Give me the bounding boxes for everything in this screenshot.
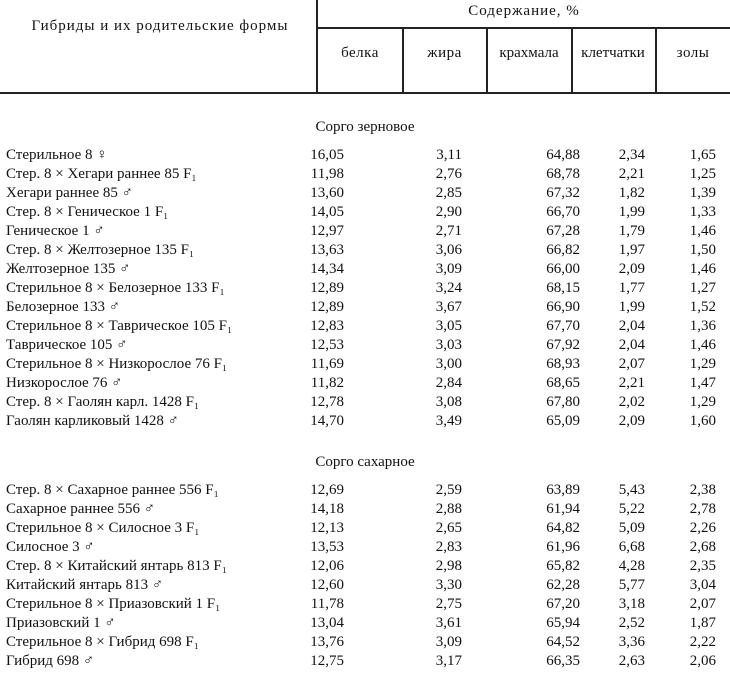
ash-value: 1,50 — [689, 242, 716, 258]
fat-value: 2,88 — [435, 501, 462, 517]
hybrid-name: Китайский янтарь 813 ♂ — [6, 577, 164, 593]
ash-value: 2,78 — [689, 501, 716, 517]
col-header-fiber: клетчатки — [581, 45, 645, 61]
hybrid-name: Стер. 8 × Геническое 1 F₁ — [6, 204, 169, 220]
starch-value: 67,92 — [546, 337, 580, 353]
starch-value: 68,78 — [546, 166, 580, 182]
fiber-value: 2,02 — [618, 394, 645, 410]
hybrid-name: Стер. 8 × Гаолян карл. 1428 F₁ — [6, 394, 200, 410]
table-row — [0, 576, 730, 595]
table-row — [0, 595, 730, 614]
ash-value: 1,27 — [689, 280, 716, 296]
fat-value: 3,49 — [435, 413, 462, 429]
fiber-value: 2,09 — [618, 413, 645, 429]
ash-value: 1,87 — [689, 615, 716, 631]
hybrid-name: Геническое 1 ♂ — [6, 223, 105, 239]
fiber-value: 2,04 — [618, 318, 645, 334]
fat-value: 2,76 — [435, 166, 462, 182]
protein-value: 13,76 — [310, 634, 344, 650]
starch-value: 66,00 — [546, 261, 580, 277]
hybrid-name: Гаолян карликовый 1428 ♂ — [6, 413, 179, 429]
fiber-value: 1,82 — [618, 185, 645, 201]
table-row — [0, 336, 730, 355]
fat-value: 3,00 — [435, 356, 462, 372]
section-title-grain: Сорго зерновое — [315, 119, 415, 135]
ash-value: 1,29 — [689, 394, 716, 410]
protein-value: 14,34 — [310, 261, 344, 277]
fiber-value: 2,04 — [618, 337, 645, 353]
content-group-header: Содержание, % — [468, 3, 580, 19]
protein-value: 12,53 — [310, 337, 344, 353]
starch-value: 64,52 — [546, 634, 580, 650]
starch-value: 66,90 — [546, 299, 580, 315]
table-row — [0, 652, 730, 671]
ash-value: 1,46 — [689, 337, 716, 353]
fiber-value: 5,22 — [618, 501, 645, 517]
hybrid-name: Белозерное 133 ♂ — [6, 299, 120, 315]
protein-value: 12,89 — [310, 280, 344, 296]
ash-value: 1,60 — [689, 413, 716, 429]
hybrid-name: Стер. 8 × Хегари раннее 85 F₁ — [6, 166, 197, 182]
header-bottom-rule — [0, 92, 730, 94]
ash-value: 2,22 — [689, 634, 716, 650]
hybrid-name: Силосное 3 ♂ — [6, 539, 95, 555]
table-row — [0, 538, 730, 557]
ash-value: 1,29 — [689, 356, 716, 372]
protein-value: 14,70 — [310, 413, 344, 429]
fiber-value: 2,34 — [618, 147, 645, 163]
table-row — [0, 393, 730, 412]
fiber-value: 3,18 — [618, 596, 645, 612]
ash-value: 1,52 — [689, 299, 716, 315]
protein-value: 16,05 — [310, 147, 344, 163]
first-column-header: Гибриды и их родительские формы — [31, 18, 289, 34]
starch-value: 68,65 — [546, 375, 580, 391]
ash-value: 2,35 — [689, 558, 716, 574]
ash-value: 1,46 — [689, 261, 716, 277]
table-row — [0, 500, 730, 519]
fiber-value: 2,52 — [618, 615, 645, 631]
fat-value: 2,75 — [435, 596, 462, 612]
ash-value: 2,06 — [689, 653, 716, 669]
starch-value: 67,70 — [546, 318, 580, 334]
hybrid-name: Стер. 8 × Желтозерное 135 F₁ — [6, 242, 195, 258]
protein-value: 12,97 — [310, 223, 344, 239]
fat-value: 3,06 — [435, 242, 462, 258]
protein-value: 14,18 — [310, 501, 344, 517]
starch-value: 61,96 — [546, 539, 580, 555]
fat-value: 3,08 — [435, 394, 462, 410]
ash-value: 2,68 — [689, 539, 716, 555]
fiber-value: 5,09 — [618, 520, 645, 536]
hybrid-name: Стер. 8 × Китайский янтарь 813 F₁ — [6, 558, 227, 574]
fiber-value: 2,21 — [618, 166, 645, 182]
hybrid-name: Таврическое 105 ♂ — [6, 337, 128, 353]
fat-value: 3,24 — [435, 280, 462, 296]
hybrid-name: Сахарное раннее 556 ♂ — [6, 501, 156, 517]
hybrid-name: Желтозерное 135 ♂ — [6, 261, 131, 277]
fiber-value: 2,07 — [618, 356, 645, 372]
hybrid-name: Хегари раннее 85 ♂ — [6, 185, 133, 201]
fiber-value: 2,21 — [618, 375, 645, 391]
fiber-value: 1,99 — [618, 204, 645, 220]
protein-value: 12,06 — [310, 558, 344, 574]
table-row — [0, 614, 730, 633]
table-row — [0, 241, 730, 260]
fiber-value: 1,97 — [618, 242, 645, 258]
hybrid-name: Стерильное 8 ♀ — [6, 147, 108, 163]
ash-value: 2,26 — [689, 520, 716, 536]
hybrid-name: Приазовский 1 ♂ — [6, 615, 116, 631]
ash-value: 1,46 — [689, 223, 716, 239]
starch-value: 67,28 — [546, 223, 580, 239]
protein-value: 13,63 — [310, 242, 344, 258]
fat-value: 3,30 — [435, 577, 462, 593]
ash-value: 1,39 — [689, 185, 716, 201]
protein-value: 11,82 — [310, 375, 344, 391]
fiber-value: 6,68 — [618, 539, 645, 555]
fat-value: 2,71 — [435, 223, 462, 239]
ash-value: 2,07 — [689, 596, 716, 612]
starch-value: 67,32 — [546, 185, 580, 201]
starch-value: 65,09 — [546, 413, 580, 429]
ash-value: 1,65 — [689, 147, 716, 163]
protein-value: 12,78 — [310, 394, 344, 410]
fat-value: 2,90 — [435, 204, 462, 220]
table-row — [0, 260, 730, 279]
table-row — [0, 146, 730, 165]
protein-value: 12,60 — [310, 577, 344, 593]
col-header-ash: золы — [676, 45, 710, 61]
starch-value: 62,28 — [546, 577, 580, 593]
protein-value: 12,13 — [310, 520, 344, 536]
fat-value: 2,84 — [435, 375, 462, 391]
table-row — [0, 412, 730, 431]
table-row — [0, 374, 730, 393]
fat-value: 3,67 — [435, 299, 462, 315]
starch-value: 65,94 — [546, 615, 580, 631]
hybrid-name: Стерильное 8 × Приазовский 1 F₁ — [6, 596, 221, 612]
hybrid-name: Стерильное 8 × Низкорослое 76 F₁ — [6, 356, 228, 372]
protein-value: 13,04 — [310, 615, 344, 631]
fat-value: 3,11 — [436, 147, 462, 163]
table-row — [0, 519, 730, 538]
header-top-rule — [318, 27, 730, 29]
fat-value: 2,83 — [435, 539, 462, 555]
starch-value: 64,88 — [546, 147, 580, 163]
protein-value: 13,60 — [310, 185, 344, 201]
fat-value: 2,98 — [435, 558, 462, 574]
fat-value: 3,09 — [435, 634, 462, 650]
fat-value: 3,61 — [435, 615, 462, 631]
table-row — [0, 317, 730, 336]
col-header-protein: белка — [341, 45, 379, 61]
col-header-fat: жира — [427, 45, 462, 61]
protein-value: 12,83 — [310, 318, 344, 334]
fat-value: 2,65 — [435, 520, 462, 536]
starch-value: 61,94 — [546, 501, 580, 517]
table-row — [0, 298, 730, 317]
protein-value: 11,98 — [310, 166, 344, 182]
hybrid-name: Низкорослое 76 ♂ — [6, 375, 123, 391]
table-row — [0, 165, 730, 184]
hybrid-name: Стерильное 8 × Белозерное 133 F₁ — [6, 280, 225, 296]
section-title-sugar: Сорго сахарное — [315, 454, 415, 470]
ash-value: 1,25 — [689, 166, 716, 182]
starch-value: 68,15 — [546, 280, 580, 296]
fiber-value: 2,09 — [618, 261, 645, 277]
table-row — [0, 279, 730, 298]
starch-value: 63,89 — [546, 482, 580, 498]
ash-value: 2,38 — [689, 482, 716, 498]
starch-value: 66,82 — [546, 242, 580, 258]
fiber-value: 5,77 — [618, 577, 645, 593]
ash-value: 3,04 — [689, 577, 716, 593]
ash-value: 1,36 — [689, 318, 716, 334]
fiber-value: 1,99 — [618, 299, 645, 315]
fiber-value: 5,43 — [618, 482, 645, 498]
hybrid-name: Гибрид 698 ♂ — [6, 653, 95, 669]
fiber-value: 4,28 — [618, 558, 645, 574]
protein-value: 12,89 — [310, 299, 344, 315]
table-row — [0, 184, 730, 203]
fat-value: 2,59 — [435, 482, 462, 498]
starch-value: 65,82 — [546, 558, 580, 574]
starch-value: 66,70 — [546, 204, 580, 220]
table-row — [0, 557, 730, 576]
fiber-value: 1,77 — [618, 280, 645, 296]
ash-value: 1,47 — [689, 375, 716, 391]
col-header-starch: крахмала — [499, 45, 559, 61]
fat-value: 3,03 — [435, 337, 462, 353]
fiber-value: 3,36 — [618, 634, 645, 650]
hybrid-name: Стерильное 8 × Гибрид 698 F₁ — [6, 634, 199, 650]
protein-value: 14,05 — [310, 204, 344, 220]
protein-value: 12,75 — [310, 653, 344, 669]
starch-value: 68,93 — [546, 356, 580, 372]
fat-value: 3,09 — [435, 261, 462, 277]
starch-value: 64,82 — [546, 520, 580, 536]
hybrid-name: Стер. 8 × Сахарное раннее 556 F₁ — [6, 482, 219, 498]
fat-value: 3,17 — [435, 653, 462, 669]
ash-value: 1,33 — [689, 204, 716, 220]
fiber-value: 1,79 — [618, 223, 645, 239]
starch-value: 66,35 — [546, 653, 580, 669]
fat-value: 3,05 — [435, 318, 462, 334]
protein-value: 11,78 — [310, 596, 344, 612]
table-row — [0, 203, 730, 222]
protein-value: 11,69 — [310, 356, 344, 372]
table-row — [0, 222, 730, 241]
protein-value: 13,53 — [310, 539, 344, 555]
table-row — [0, 633, 730, 652]
starch-value: 67,80 — [546, 394, 580, 410]
starch-value: 67,20 — [546, 596, 580, 612]
hybrid-name: Стерильное 8 × Силосное 3 F₁ — [6, 520, 200, 536]
fiber-value: 2,63 — [618, 653, 645, 669]
table-row — [0, 481, 730, 500]
hybrid-name: Стерильное 8 × Таврическое 105 F₁ — [6, 318, 233, 334]
table-row — [0, 355, 730, 374]
fat-value: 2,85 — [435, 185, 462, 201]
protein-value: 12,69 — [310, 482, 344, 498]
